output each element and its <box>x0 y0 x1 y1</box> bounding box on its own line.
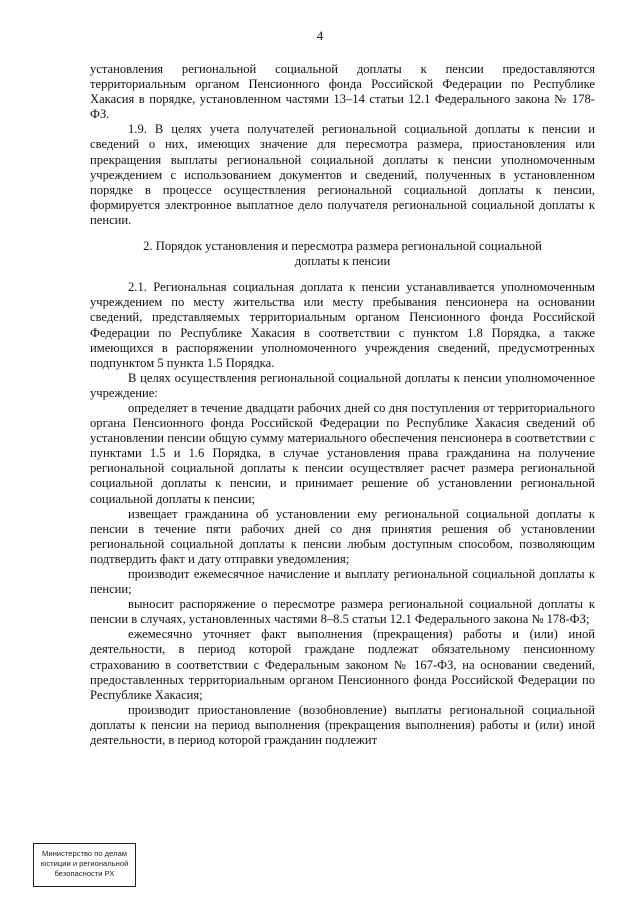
list-item-verifies: ежемесячно уточняет факт выполнения (прекращения) работы и (или) иной деятельности, в период которой граждане подлежат обязательному пенсионному страхованию в соответствии с Федеральным законом № 167-ФЗ, на основании сведений, предоставленных территориальным органом Пенсионного фонда Российской Федерации по Республике Хакасия; <box>90 627 595 702</box>
list-item-determines: определяет в течение двадцати рабочих дней со дня поступления от территориального органа Пенсионного фонда Российской Федерации по Республике Хакасия сведений об установлении пенсии общую сумму материального обеспечения пенсионера в соответствии с пунктами 1.5 и 1.6 Порядка, в случае установления права гражданина на получение региональной социальной доплаты к пенсии осуществляет расчет размера региональной социальной доплаты к пенсии, и принимает решение об установлении региональной социальной доплаты к пенсии; <box>90 400 595 506</box>
stamp-line-3: безопасности РХ <box>54 869 115 878</box>
document-body <box>90 62 595 748</box>
paragraph-1-9: 1.9. В целях учета получателей региональной социальной доплаты к пенсии и сведений о них, имеющих значение для пересмотра размера, приостановления или прекращения выплаты региональной социальной доплаты к пенсии уполномоченным учреждением с использованием документов и сведений, полученных в установленном порядке в процессе осуществления региональной социальной доплаты к пенсии, формируется электронное выплатное дело получателя региональной социальной доплаты к пенсии. <box>90 122 595 227</box>
page-number: 4 <box>316 28 324 43</box>
section-heading-2: 2. Порядок установления и пересмотра размера региональной социальной доплаты к пенсии <box>143 239 542 269</box>
stamp-line-1: Министерство по делам <box>42 849 127 858</box>
paragraph-continuation: установления региональной социальной доплаты к пенсии предоставляются территориальным органом Пенсионного фонда Российской Федерации по Республике Хакасия в порядке, установленном частями 13–14 статьи 12.1 Федерального закона № 178-ФЗ. <box>90 62 595 122</box>
list-item-notifies: извещает гражданина об установлении ему региональной социальной доплаты к пенсии в течение пяти рабочих дней со дня принятия решения об установлении региональной социальной доплаты к пенсии любым доступным способом, позволяющим подтвердить факт и дату отправки уведомления; <box>90 506 595 566</box>
paragraph-purpose: В целях осуществления региональной социальной доплаты к пенсии уполномоченное учреждение: <box>90 370 595 400</box>
paragraph-2-1: 2.1. Региональная социальная доплата к пенсии устанавливается уполномоченным учреждением по месту жительства или месту пребывания пенсионера на основании сведений, представляемых территориальным органом Пенсионного фонда Российской Федерации по Республике Хакасия в соответствии с пунктом 1.8 Порядка, а также имеющихся в распоряжении уполномоченного учреждения сведений, предусмотренных подпунктом 5 пункта 1.5 Порядка. <box>90 280 595 370</box>
ministry-stamp <box>33 843 136 887</box>
list-item-suspends: производит приостановление (возобновление) выплаты региональной социальной доплаты к пенсии на период выполнения (прекращения выполнения) работы и (или) иной деятельности, в период которой гражданин подлежит <box>90 702 595 748</box>
list-item-pays: производит ежемесячное начисление и выплату региональной социальной доплаты к пенсии; <box>90 567 595 597</box>
list-item-revises: выносит распоряжение о пересмотре размера региональной социальной доплаты к пенсии в случаях, установленных частями 8–8.5 статьи 12.1 Федерального закона № 178-ФЗ; <box>90 597 595 627</box>
stamp-line-2: юстиции и региональной <box>40 859 129 868</box>
